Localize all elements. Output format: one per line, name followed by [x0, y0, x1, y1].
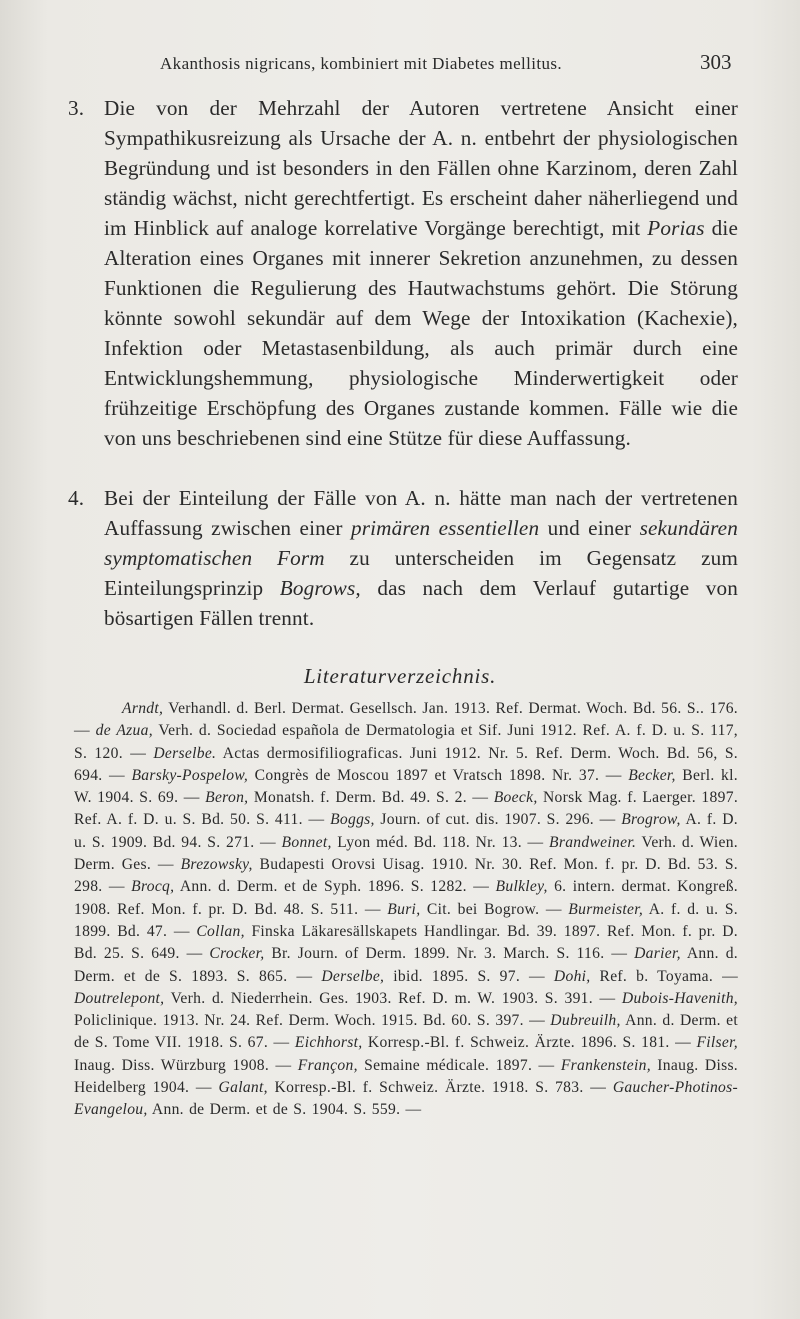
reference-author: Dubreuilh, [550, 1012, 621, 1030]
text-segment: Bei der Einteilung der Fälle von A. n. hätte man nach der vertretenen Auffassung zwischen einer [104, 486, 738, 540]
reference-citation: Ann. d. Derm. et de Syph. 1896. S. 1282. — [174, 878, 490, 896]
reference-entry [298, 1057, 555, 1074]
reference-citation: Verh. d. Sociedad española de Dermatologia et Sif. Juni 1912. Ref. A. f. D. u. S. 117, S. 120. — [74, 722, 739, 762]
reference-entry [554, 968, 738, 985]
reference-entry [131, 878, 489, 895]
reference-author: Eichhorst, [294, 1034, 363, 1052]
reference-citation: ibid. 1895. S. 97. — [384, 967, 545, 985]
reference-citation: Cit. bei Bogrow. — [420, 900, 562, 918]
reference-citation: Budapesti Orovsi Uisag. 1910. Nr. 30. Ref. Mon. f. pr. D. Bd. 53. S. 298. — [74, 856, 738, 896]
reference-citation: Br. Journ. of Derm. 1899. Nr. 3. March. S. 116. — [264, 945, 628, 963]
reference-author: Bonnet, [281, 833, 332, 851]
reference-author: Doutrelepont, [74, 989, 165, 1007]
text-segment: zu unterscheiden im Gegensatz zum Einteilungsprinzip [104, 546, 739, 600]
reference-citation: Berl. kl. W. 1904. S. 69. — [74, 766, 738, 807]
reference-citation: Journ. of cut. dis. 1907. S. 296. — [374, 811, 616, 829]
reference-citation: Actas dermosifiliograficas. Juni 1912. Nr. 5. Ref. Derm. Woch. Bd. 56, S. 694. — [74, 744, 738, 784]
reference-author: Françon, [297, 1056, 358, 1074]
reference-author: Buri, [387, 900, 421, 918]
reference-author: Burmeister, [568, 900, 644, 918]
reference-citation: Korresp.-Bl. f. Schweiz. Ärzte. 1918. S. 783. — [267, 1079, 607, 1097]
reference-author: Bulkley, [495, 878, 548, 896]
page-number: 303 [700, 50, 732, 74]
reference-entry [321, 968, 545, 985]
reference-entry [282, 834, 544, 851]
paragraph-number: 4. [68, 486, 85, 510]
author-name: Porias [647, 216, 705, 240]
reference-author: Derselbe, [321, 967, 385, 985]
reference-author: Crocker, [209, 945, 265, 963]
reference-author: Becker, [628, 766, 676, 784]
reference-entry [74, 990, 615, 1007]
reference-citation: Ann. d. Derm. et de S. 1893. S. 865. — [74, 945, 738, 985]
reference-citation: Monatsh. f. Derm. Bd. 49. S. 2. — [248, 789, 489, 807]
numbered-paragraph-3 [68, 93, 738, 453]
reference-entry [295, 1034, 691, 1051]
reference-author: Dubois-Havenith, [621, 989, 738, 1007]
reference-author: Dohi, [553, 967, 591, 985]
reference-author: Galant, [218, 1079, 268, 1097]
reference-citation: Inaug. Diss. Heidelberg 1904. — [74, 1056, 739, 1097]
reference-citation: Verhandl. d. Berl. Dermat. Gesellsch. Jan. 1913. Ref. Dermat. Woch. Bd. 56. S.. 176. — [74, 700, 738, 740]
reference-author: Collan, [196, 922, 245, 940]
text-segment: die Alteration eines Organes mit innerer Sekretion anzunehmen, zu dessen Funktionen die Regulierung des Hautwachstums gehört. Die Störung könnte sowohl sekundär auf dem Wege der Intoxikation (Kachexie), Infektion oder Metastasenbildung, als auch primär durch eine Entwicklungshemmung, physiologische Minderwertigkeit oder frühzeitige Erschöpfung des Organes zustande kommen. Fälle wie die von uns beschriebenen sind eine Stütze für diese Auffassung. [104, 216, 738, 450]
reference-entry [219, 1079, 607, 1096]
text-segment: und einer [539, 516, 640, 540]
reference-citation: A. f. D. u. S. 1909. Bd. 94. S. 271. — [74, 811, 739, 851]
text-segment: das nach dem Verlauf gutartige von bösartigen Fällen trennt. [104, 576, 738, 630]
reference-citation: Verh. d. Wien. Derm. Ges. — [74, 833, 739, 874]
reference-list [74, 698, 738, 1122]
paragraph-number: 3. [68, 96, 85, 120]
reference-citation: Semaine médicale. 1897. — [357, 1056, 555, 1074]
paragraph-text [104, 483, 738, 633]
reference-author: Brezowsky, [180, 856, 253, 874]
paragraph-text [104, 93, 738, 453]
reference-entry [387, 901, 561, 918]
reference-citation: A. f. d. u. S. 1899. Bd. 47. — [74, 900, 738, 940]
reference-entry [330, 811, 616, 828]
author-name: Bogrows, [279, 576, 361, 600]
reference-author: Arndt, [122, 700, 164, 717]
literature-heading: Literaturverzeichnis. [303, 664, 497, 688]
text-segment: Die von der Mehrzahl der Autoren vertretene Ansicht einer Sympathikusreizung als Ursache der A. n. entbehrt der physiologischen Begründung und ist besonders in den Fällen ohne Karzinom, deren Zahl ständig wächst, nicht gerechtfertigt. Es erscheint daher näherliegend und im Hinblick auf analoge korrelative Vorgänge berechtigt, mit [104, 96, 738, 240]
reference-citation: Finska Läkaresällskapets Handlingar. Bd. 39. 1897. Ref. Mon. f. pr. D. Bd. 25. S. 649. — [74, 922, 738, 963]
reference-citation: Lyon méd. Bd. 118. Nr. 13. — [331, 833, 544, 851]
reference-citation: Policlinique. 1913. Nr. 24. Ref. Derm. Woch. 1915. Bd. 60. S. 397. — [74, 1012, 546, 1030]
reference-author: Brocq, [131, 878, 175, 896]
reference-citation: Congrès de Moscou 1897 et Vratsch 1898. Nr. 37. — [248, 766, 622, 784]
reference-author: Boggs, [330, 811, 375, 829]
reference-author: Gaucher-Photinos-Evangelou, [74, 1079, 739, 1119]
reference-author: Beron, [205, 789, 249, 807]
reference-author: Frankenstein, [560, 1056, 651, 1074]
reference-citation: Ann. de Derm. et de S. 1904. S. 559. — [147, 1101, 422, 1119]
reference-author: de Azua, [95, 722, 153, 740]
reference-entry [205, 789, 488, 806]
numbered-paragraph-4 [68, 483, 738, 633]
reference-citation: Verh. d. Niederrhein. Ges. 1903. Ref. D. m. W. 1903. S. 391. — [164, 989, 616, 1007]
reference-citation: 6. intern. dermat. Kongreß. 1908. Ref. Mon. f. pr. D. Bd. 48. S. 511. — [74, 878, 738, 918]
reference-citation: Ann. d. Derm. et de S. Tome VII. 1918. S. 67. — [74, 1012, 738, 1052]
emphasis-text: primären essentiellen [350, 516, 540, 540]
reference-entry [209, 945, 627, 962]
reference-author: Derselbe. [153, 744, 217, 762]
running-title: Akanthosis nigricans, kombiniert mit Diabetes mellitus. [160, 54, 563, 73]
reference-author: Boeck, [493, 789, 538, 807]
reference-author: Darier, [634, 945, 681, 963]
reference-citation: Inaug. Diss. Würzburg 1908. — [74, 1056, 292, 1074]
reference-author: Barsky-Pospelow, [131, 766, 249, 784]
reference-author: Filser, [696, 1034, 738, 1052]
reference-citation: Ref. b. Toyama. — [590, 967, 738, 985]
emphasis-text: sekundären symptomatischen Form [104, 516, 738, 570]
reference-citation: Korresp.-Bl. f. Schweiz. Ärzte. 1896. S. 181. — [362, 1034, 691, 1052]
reference-author: Brogrow, [621, 811, 681, 829]
reference-citation: Norsk Mag. f. Laerger. 1897. Ref. A. f. D. u. S. Bd. 50. S. 411. — [74, 789, 739, 829]
reference-author: Brandweiner. [549, 833, 637, 851]
reference-entry [131, 767, 621, 784]
